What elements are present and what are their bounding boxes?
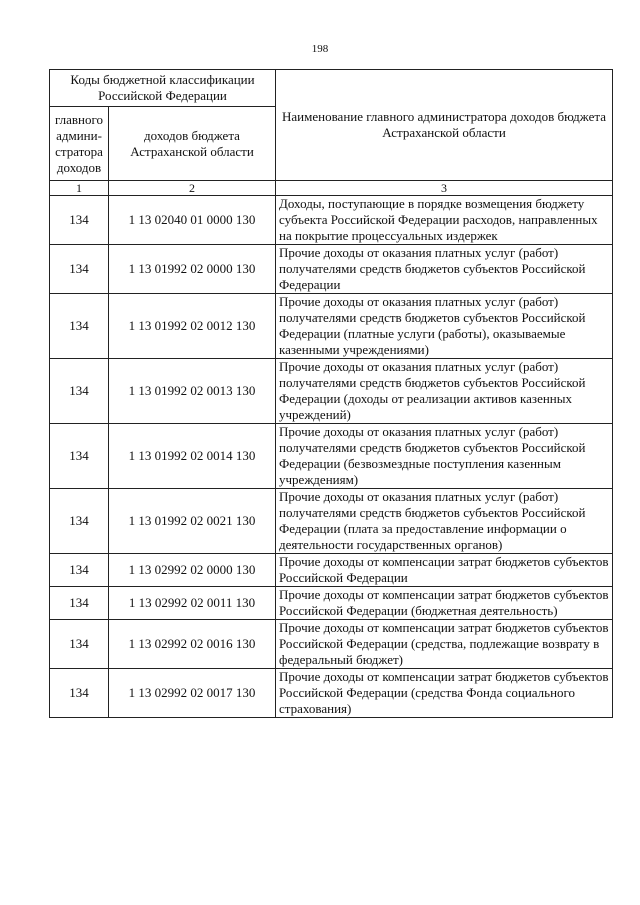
income-name-cell: Прочие доходы от компенсации затрат бюджетов субъектов Российской Федерации (средства Фонда социального страхования) [276,669,613,718]
header-col-number-1: 1 [50,181,109,196]
page-number: 198 [311,43,329,55]
admin-code-cell: 134 [50,359,109,424]
budget-code-cell: 1 13 01992 02 0021 130 [109,489,276,554]
budget-code-cell: 1 13 01992 02 0000 130 [109,245,276,294]
budget-code-cell: 1 13 01992 02 0013 130 [109,359,276,424]
admin-code-cell: 134 [50,669,109,718]
budget-code-cell: 1 13 02992 02 0016 130 [109,620,276,669]
table-row [50,669,613,718]
budget-classification-table [49,69,613,718]
admin-code-cell: 134 [50,620,109,669]
header-col-number-2: 2 [109,181,276,196]
admin-code-cell: 134 [50,554,109,587]
header-admin-column: главного админи-стратора доходов [50,107,109,181]
income-name-cell: Доходы, поступающие в порядке возмещения бюджету субъекта Российской Федерации расходов, направленных на покрытие процессуальных издержек [276,196,613,245]
admin-code-cell: 134 [50,196,109,245]
income-name-cell: Прочие доходы от компенсации затрат бюджетов субъектов Российской Федерации (бюджетная деятельность) [276,587,613,620]
admin-code-cell: 134 [50,489,109,554]
table-row [50,294,613,359]
budget-code-cell: 1 13 02040 01 0000 130 [109,196,276,245]
budget-code-cell: 1 13 02992 02 0000 130 [109,554,276,587]
income-name-cell: Прочие доходы от оказания платных услуг (работ) получателями средств бюджетов субъектов Российской Федерации [276,245,613,294]
table-row [50,359,613,424]
table-row [50,554,613,587]
income-name-cell: Прочие доходы от оказания платных услуг (работ) получателями средств бюджетов субъектов Российской Федерации (безвозмездные поступления казенным учреждениям) [276,424,613,489]
table-row [50,489,613,554]
header-col-number-3: 3 [276,181,613,196]
income-name-cell: Прочие доходы от оказания платных услуг (работ) получателями средств бюджетов субъектов Российской Федерации (платные услуги (работы), оказываемые казенными учреждениями) [276,294,613,359]
budget-code-cell: 1 13 01992 02 0014 130 [109,424,276,489]
admin-code-cell: 134 [50,424,109,489]
header-code-column: доходов бюджета Астраханской области [109,107,276,181]
admin-code-cell: 134 [50,294,109,359]
table-row [50,245,613,294]
budget-code-cell: 1 13 02992 02 0017 130 [109,669,276,718]
income-name-cell: Прочие доходы от компенсации затрат бюджетов субъектов Российской Федерации (средства, подлежащие возврату в федеральный бюджет) [276,620,613,669]
table-row [50,620,613,669]
table-row [50,587,613,620]
admin-code-cell: 134 [50,245,109,294]
budget-code-cell: 1 13 01992 02 0012 130 [109,294,276,359]
header-group-title: Коды бюджетной классификации Российской Федерации [50,70,276,107]
table-row [50,424,613,489]
income-name-cell: Прочие доходы от оказания платных услуг (работ) получателями средств бюджетов субъектов Российской Федерации (доходы от реализации активов казенных учреждений) [276,359,613,424]
income-name-cell: Прочие доходы от компенсации затрат бюджетов субъектов Российской Федерации [276,554,613,587]
header-name-column: Наименование главного администратора доходов бюджета Астраханской области [276,70,613,181]
table-row [50,196,613,245]
budget-code-cell: 1 13 02992 02 0011 130 [109,587,276,620]
income-name-cell: Прочие доходы от оказания платных услуг (работ) получателями средств бюджетов субъектов Российской Федерации (плата за предоставление информации о деятельности государственных органов) [276,489,613,554]
admin-code-cell: 134 [50,587,109,620]
